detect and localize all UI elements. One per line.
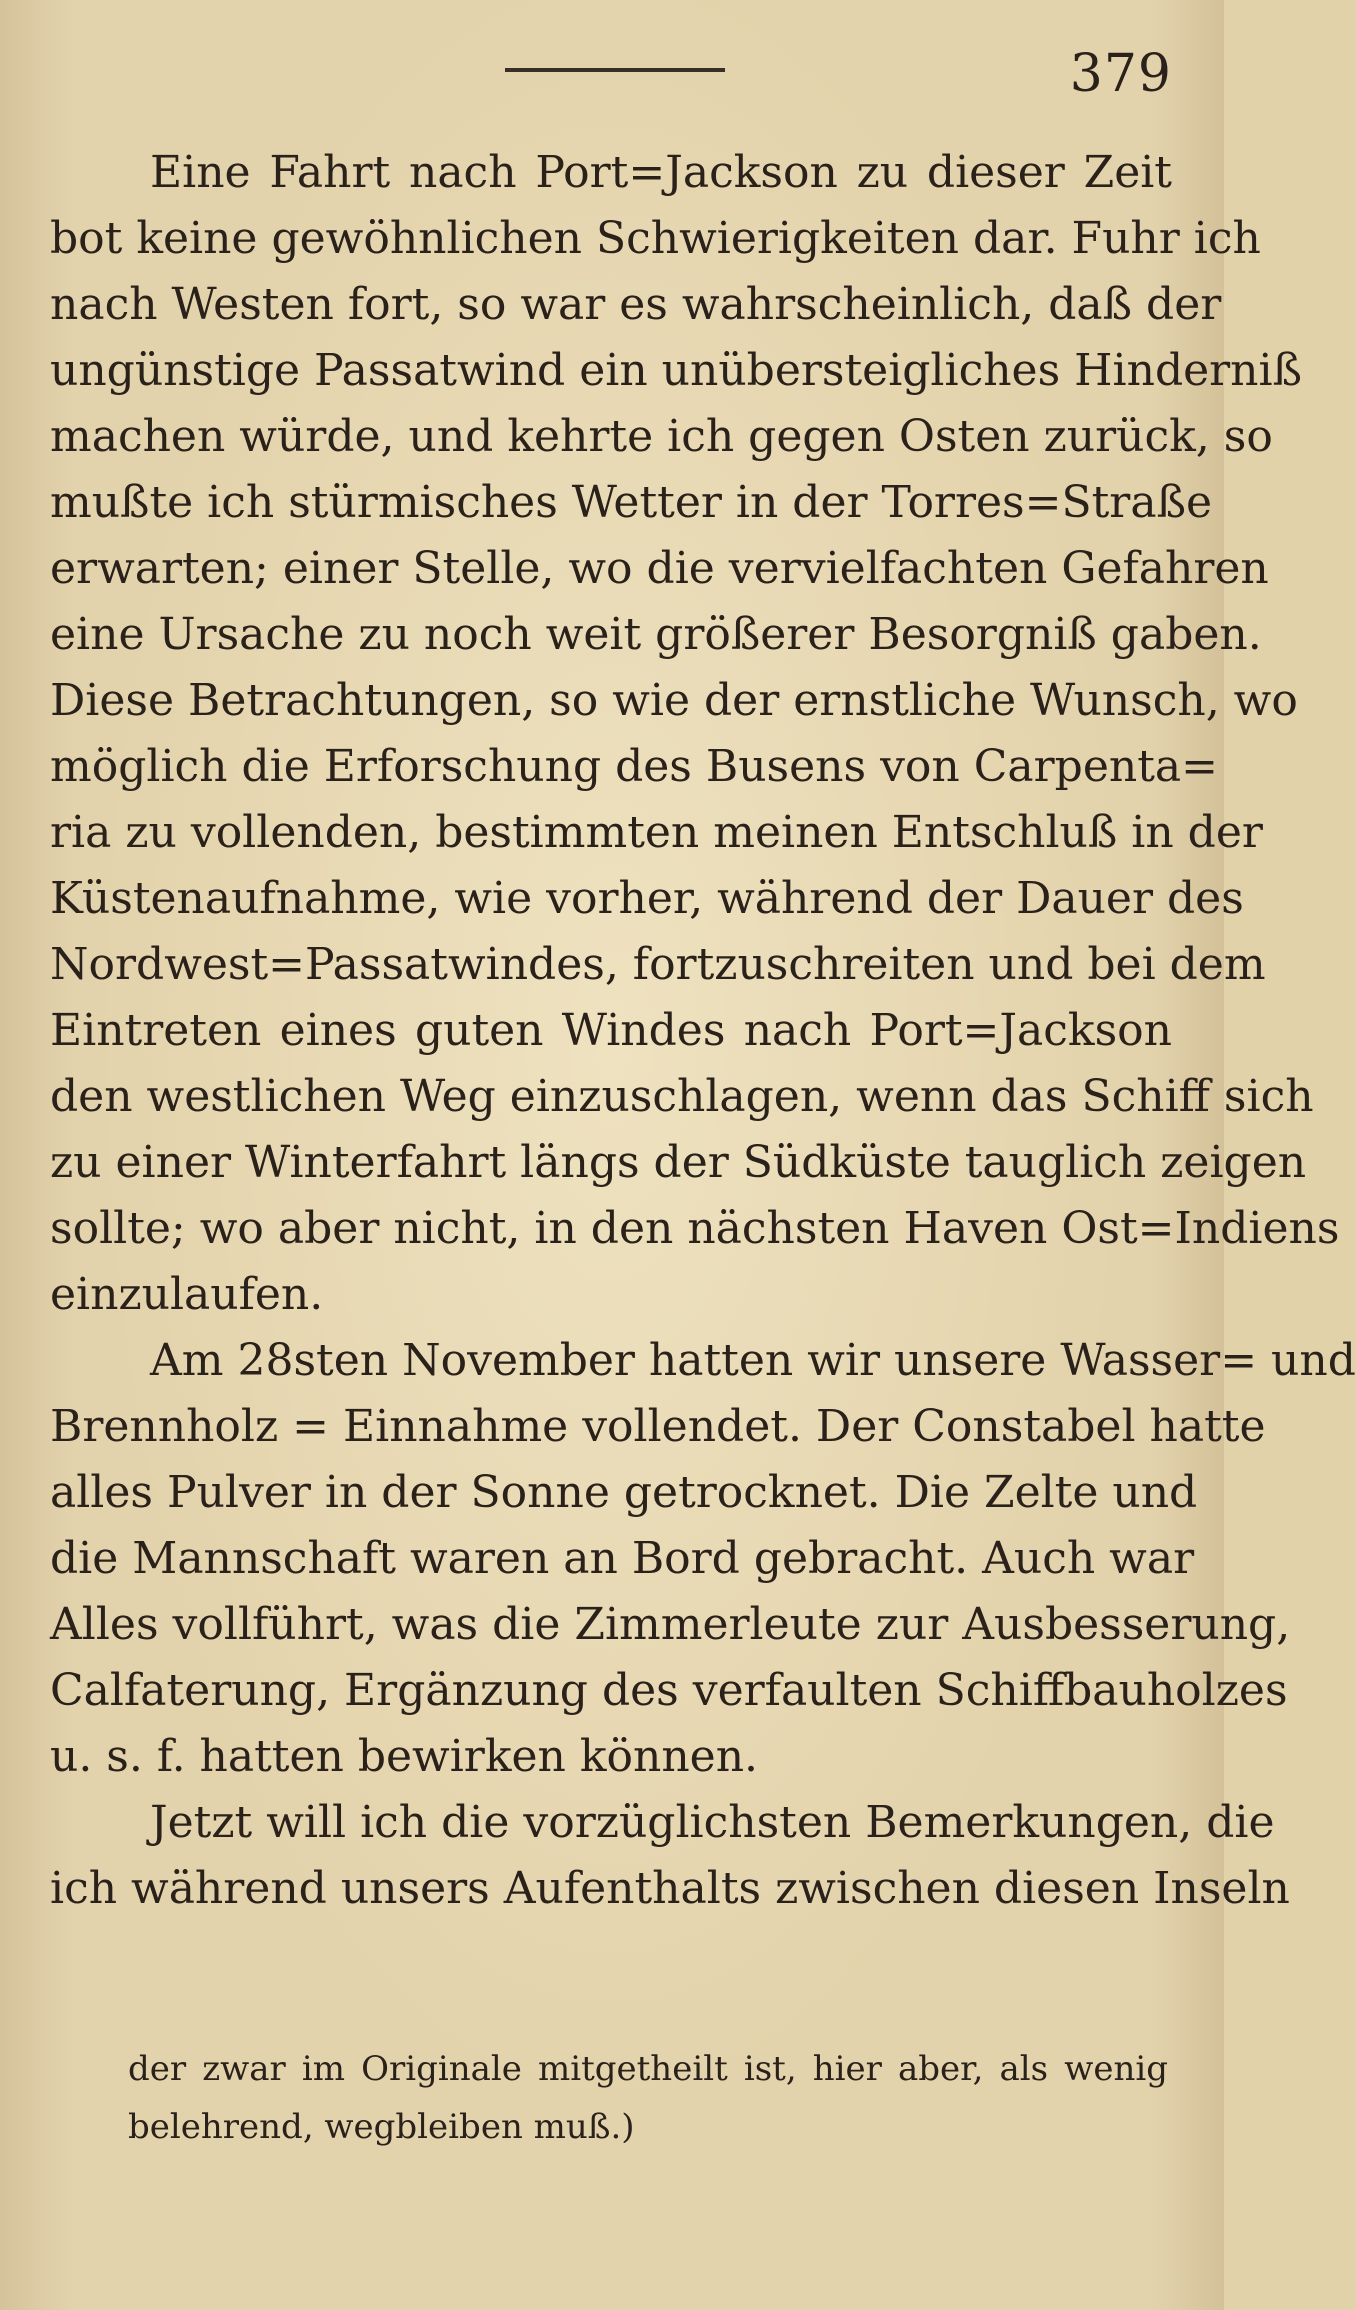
text-line: alles Pulver in der Sonne getrocknet. Die Zelte und	[50, 1467, 1198, 1518]
text-line: ria zu vollenden, bestimmten meinen Entschluß in der	[50, 807, 1263, 858]
text-line: zu einer Winterfahrt längs der Südküste tauglich zeigen	[50, 1137, 1307, 1188]
page-number: 379	[1069, 44, 1172, 104]
paragraph-3	[50, 1790, 1290, 1922]
text-line: nach Westen fort, so war es wahrscheinlich, daß der	[50, 279, 1222, 330]
text-line: erwarten; einer Stelle, wo die vervielfachten Gefahren	[50, 543, 1269, 594]
paragraph-2	[50, 1328, 1356, 1790]
footnote-line: der zwar im Originale mitgetheilt ist, hier aber, als wenig	[128, 2049, 1168, 2089]
text-line: machen würde, und kehrte ich gegen Osten zurück, so	[50, 411, 1273, 462]
text-line: Eintreten eines guten Windes nach Port=Jackson	[50, 1005, 1172, 1056]
paragraph-1	[50, 140, 1340, 1328]
footnote	[128, 2040, 1168, 2156]
text-line: u. s. f. hatten bewirken können.	[50, 1731, 759, 1782]
text-line: Jetzt will ich die vorzüglichsten Bemerkungen, die	[150, 1797, 1275, 1848]
text-line: mußte ich stürmisches Wetter in der Torres=Straße	[50, 477, 1213, 528]
text-line: eine Ursache zu noch weit größerer Besorgniß gaben.	[50, 609, 1262, 660]
body-text	[50, 140, 1356, 1922]
text-line: Am 28sten November hatten wir unsere Wasser= und	[150, 1335, 1356, 1386]
text-line: Calfaterung, Ergänzung des verfaulten Schiffbauholzes	[50, 1665, 1288, 1716]
text-line: den westlichen Weg einzuschlagen, wenn das Schiff sich	[50, 1071, 1314, 1122]
text-line: Eine Fahrt nach Port=Jackson zu dieser Zeit	[150, 147, 1172, 198]
text-line: Nordwest=Passatwindes, fortzuschreiten und bei dem	[50, 939, 1266, 990]
text-line: Diese Betrachtungen, so wie der ernstliche Wunsch, wo	[50, 675, 1298, 726]
text-line: Brennholz = Einnahme vollendet. Der Constabel hatte	[50, 1401, 1266, 1452]
footnote-line: belehrend, wegbleiben muß.)	[128, 2107, 635, 2147]
text-line: bot keine gewöhnlichen Schwierigkeiten dar. Fuhr ich	[50, 213, 1261, 264]
text-line: die Mannschaft waren an Bord gebracht. Auch war	[50, 1533, 1195, 1584]
text-line: einzulaufen.	[50, 1269, 324, 1320]
text-line: ungünstige Passatwind ein unübersteigliches Hinderniß	[50, 345, 1302, 396]
text-line: sollte; wo aber nicht, in den nächsten Haven Ost=Indiens	[50, 1203, 1340, 1254]
text-line: Alles vollführt, was die Zimmerleute zur Ausbesserung,	[50, 1599, 1291, 1650]
text-line: Küstenaufnahme, wie vorher, während der Dauer des	[50, 873, 1244, 924]
text-line: ich während unsers Aufenthalts zwischen diesen Inseln	[50, 1863, 1290, 1914]
text-line: möglich die Erforschung des Busens von Carpenta=	[50, 741, 1218, 792]
header-rule	[505, 68, 725, 72]
